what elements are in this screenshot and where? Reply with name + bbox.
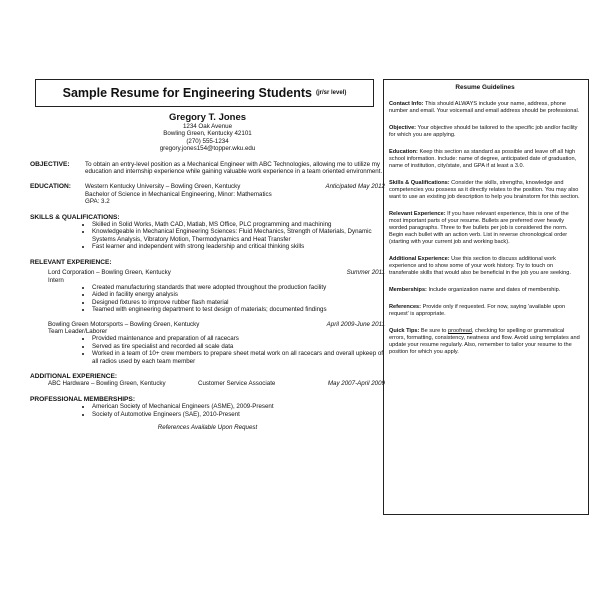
guideline-text: If you have relevant experience, this is one of the most important parts of your resume. Bullets are preferred over heavily worded paragraphs. Three to five bullets per job is considered the norm. Begin each bullet with an action verb. List in reverse chronological order (starting with your current job and working back). (389, 211, 569, 245)
objective-text: To obtain an entry-level position as a Mechanical Engineer with ABC Technologies, allowing me to utilize my education and internship experience while gaining valuable work experience in a team oriented environment. (85, 160, 383, 176)
contact-block (30, 112, 385, 153)
resume-title-level: (jr/sr level) (316, 90, 347, 96)
list-item: • Fast learner and independent with strong leadership and critical thinking skills (92, 243, 385, 250)
education-date: Anticipated May 2012 (325, 183, 385, 191)
guideline-contact (389, 101, 581, 115)
guideline-text: Keep this section as standard as possible and leave off all high school information. Include: name of degree, anticipated date of graduation, name of institution, city/state, and GPA if at least a 3.0. (389, 149, 577, 169)
resume-title: Sample Resume for Engineering Students (62, 86, 312, 100)
list-item: • Designed fixtures to improve rubber flash material (92, 299, 385, 306)
guideline-text: Consider the skills, strengths, knowledge and competencies you possess as it directly relates to the position. You may also want to use an existing job description to help you brainstorm for this section. (389, 180, 580, 200)
guideline-education (389, 149, 581, 170)
guideline-heading: Quick Tips: (389, 328, 420, 334)
additional-org: ABC Hardware – Bowling Green, Kentucky (48, 380, 166, 388)
job-org: Lord Corporation – Bowling Green, Kentucky (48, 269, 171, 277)
guideline-text: Provide only if requested. For now, saying 'available upon request' is appropriate. (389, 304, 566, 317)
guideline-heading: Objective: (389, 125, 417, 131)
additional-experience-label: ADDITIONAL EXPERIENCE: (30, 372, 118, 380)
phone-number: (270) 555-1234 (186, 137, 229, 145)
job-role: Team Leader/Laborer (48, 327, 108, 335)
guideline-references (389, 304, 581, 318)
guideline-heading: References: (389, 304, 422, 310)
skills-list (30, 221, 385, 251)
memberships-label: PROFESSIONAL MEMBERSHIPS: (30, 395, 136, 403)
city-state-zip: Bowling Green, Kentucky 42101 (163, 130, 252, 138)
guideline-objective (389, 125, 581, 139)
guideline-text: Your objective should be tailored to the specific job and/or facility for which you are applying. (389, 125, 578, 138)
guideline-text: Use this section to discuss additional work experience and to show some of your work history. Try to touch on transferable skills that would also be beneficial in the job you are seeking. (389, 256, 571, 276)
guideline-additional (389, 256, 581, 277)
guideline-quick-tips (389, 328, 581, 356)
guideline-text: Be sure to (419, 328, 448, 334)
list-item: • Knowledgeable in Mechanical Engineering Sciences: Fluid Mechanics, Strength of Materials, Dynamic Systems Analysis, Vibratory Motion, Thermodynamics and Heat Transfer (92, 228, 385, 243)
list-item: • Teamed with engineering department to test design of materials; documented findings (92, 306, 385, 313)
guidelines-title: Resume Guidelines (455, 84, 515, 91)
job-header (48, 269, 385, 276)
guideline-heading: Skills & Qualifications: (389, 180, 450, 186)
guideline-skills (389, 180, 581, 201)
guideline-heading: Contact Info: (389, 101, 424, 107)
guideline-heading: Relevant Experience: (389, 211, 446, 217)
guideline-relevant (389, 211, 581, 246)
additional-job (48, 380, 385, 387)
objective-label: OBJECTIVE: (30, 160, 70, 168)
guideline-heading: Memberships: (389, 287, 427, 293)
guideline-text: , checking for spelling or grammatical errors, formatting, consistency, neatness and flow. Avoid using templates and update your resume regularly. Also, remember to tailor your resume to the position for which you apply. (389, 328, 580, 355)
list-item: • Skilled in Solid Works, Math CAD, Matlab, MS Office, PLC programming and machining (92, 221, 385, 228)
education-label: EDUCATION: (30, 183, 71, 191)
references-note: References Available Upon Request (157, 424, 258, 431)
skills-label: SKILLS & QUALIFICATIONS: (30, 213, 120, 221)
list-item: • Aided in facility energy analysis (92, 291, 385, 298)
education-degree: Bachelor of Science in Mechanical Engineering, Minor: Mathematics (85, 190, 272, 198)
job-date: Summer 2011 (346, 269, 385, 277)
additional-date: May 2007-April 2009 (327, 380, 385, 388)
job-header (48, 321, 385, 328)
resume-title-box (35, 79, 374, 107)
list-item: • Provided maintenance and preparation of all racecars (92, 335, 385, 342)
list-item: • Served as tire specialist and recorded all scale data (92, 343, 385, 350)
education-section (30, 183, 385, 205)
applicant-name: Gregory T. Jones (168, 112, 247, 123)
guideline-text: Include organization name and dates of membership. (426, 287, 561, 293)
resume-guidelines-panel (383, 79, 589, 515)
list-item: • Society of Automotive Engineers (SAE), 2010-Present (92, 411, 385, 418)
list-item: • Created manufacturing standards that were adopted throughout the production facility (92, 284, 385, 291)
list-item: • American Society of Mechanical Engineers (ASME), 2009-Present (92, 403, 385, 410)
guideline-heading: Additional Experience: (389, 256, 450, 262)
education-school: Western Kentucky University – Bowling Green, Kentucky (85, 183, 241, 191)
memberships-list (30, 403, 385, 418)
education-gpa: GPA: 3.2 (85, 198, 110, 206)
email-address: gregory.jones154@topper.wku.edu (159, 145, 256, 153)
relevant-experience-label: RELEVANT EXPERIENCE: (30, 258, 112, 266)
guideline-memberships (389, 287, 581, 294)
job-date: April 2009-June 2011 (326, 320, 385, 328)
street-address: 1234 Oak Avenue (182, 123, 233, 130)
additional-role: Customer Service Associate (198, 380, 276, 388)
job-role: Intern (48, 276, 64, 284)
job-org: Bowling Green Motorsports – Bowling Green, Kentucky (48, 320, 200, 328)
resume-body (30, 112, 385, 431)
guideline-text: This should ALWAYS include your name, address, phone number and email. Your voicemail and email address should be professional. (389, 101, 580, 114)
proofread-link[interactable]: proofread (447, 328, 472, 334)
list-item: • Worked in a team of 10+ crew members to prepare sheet metal work on all racecars and overall upkeep of all radios used by each team member (92, 350, 385, 365)
objective-section (30, 161, 385, 176)
job-duties-list (30, 284, 385, 314)
guideline-heading: Education: (389, 149, 418, 155)
job-duties-list (30, 335, 385, 365)
